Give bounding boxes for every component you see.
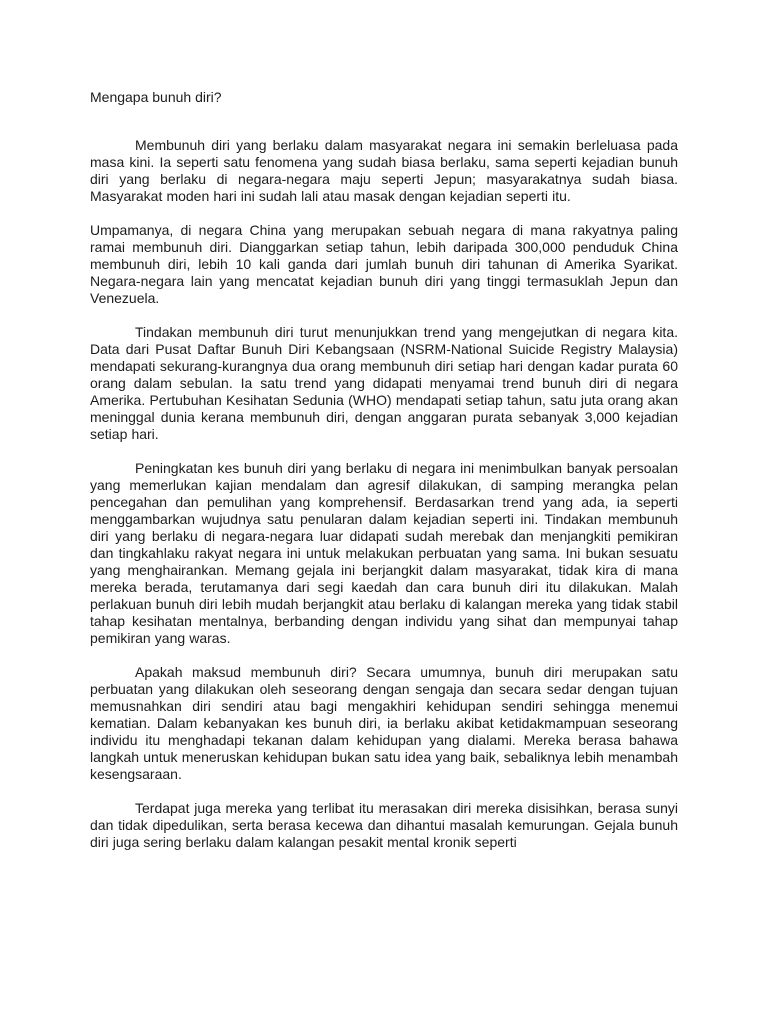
paragraph-6: Terdapat juga mereka yang terlibat itu merasakan diri mereka disisihkan, berasa sunyi dan tidak dipedulikan, serta berasa kecewa dan dihantui masalah kemurungan. Gejala bunuh diri juga sering berlaku dalam kalangan pesakit mental kronik seperti [90,800,678,850]
document-body [90,89,678,851]
paragraph-4: Peningkatan kes bunuh diri yang berlaku di negara ini menimbulkan banyak persoalan yang memerlukan kajian mendalam dan agresif dilakukan, di samping merangka pelan pencegahan dan pemulihan yang komprehensif. Berdasarkan trend yang ada, ia seperti menggambarkan wujudnya satu penularan dalam kejadian seperti ini. Tindakan membunuh diri yang berlaku di negara-negara luar didapati sudah merebak dan menjangkiti pemikiran dan tingkahlaku rakyat negara ini untuk melakukan perbuatan yang sama. Ini bukan sesuatu yang menghairankan. Memang gejala ini berjangkit dalam masyarakat, tidak kira di mana mereka berada, terutamanya dari segi kaedah dan cara bunuh diri itu dilakukan. Malah perlakuan bunuh diri lebih mudah berjangkit atau berlaku di kalangan mereka yang tidak stabil tahap kesihatan mentalnya, berbanding dengan individu yang sihat dan mempunyai tahap pemikiran yang waras. [90,460,678,646]
paragraph-2: Umpamanya, di negara China yang merupakan sebuah negara di mana rakyatnya paling ramai membunuh diri. Dianggarkan setiap tahun, lebih daripada 300,000 penduduk China membunuh diri, lebih 10 kali ganda dari jumlah bunuh diri tahunan di Amerika Syarikat. Negara-negara lain yang mencatat kejadian bunuh diri yang tinggi termasuklah Jepun dan Venezuela. [90,222,678,306]
paragraph-1: Membunuh diri yang berlaku dalam masyarakat negara ini semakin berleluasa pada masa kini. Ia seperti satu fenomena yang sudah biasa berlaku, sama seperti kejadian bunuh diri yang berlaku di negara-negara maju seperti Jepun; masyarakatnya sudah biasa. Masyarakat moden hari ini sudah lali atau masak dengan kejadian seperti itu. [90,137,678,204]
paragraph-5: Apakah maksud membunuh diri? Secara umumnya, bunuh diri merupakan satu perbuatan yang dilakukan oleh seseorang dengan sengaja dan secara sedar dengan tujuan memusnahkan diri sendiri atau bagi mengakhiri kehidupan sendiri sehingga menemui kematian. Dalam kebanyakan kes bunuh diri, ia berlaku akibat ketidakmampuan seseorang individu itu menghadapi tekanan dalam kehidupan yang dialami. Mereka berasa bahawa langkah untuk meneruskan kehidupan bukan satu idea yang baik, sebaliknya lebih menambah kesengsaraan. [90,664,678,782]
document-title: Mengapa bunuh diri? [90,89,222,105]
paragraph-3: Tindakan membunuh diri turut menunjukkan trend yang mengejutkan di negara kita. Data dari Pusat Daftar Bunuh Diri Kebangsaan (NSRM-National Suicide Registry Malaysia) mendapati sekurang-kurangnya dua orang membunuh diri setiap hari dengan kadar purata 60 orang dalam sebulan. Ia satu trend yang didapati menyamai trend bunuh diri di negara Amerika. Pertubuhan Kesihatan Sedunia (WHO) mendapati setiap tahun, satu juta orang akan meninggal dunia kerana membunuh diri, dengan anggaran purata sebanyak 3,000 kejadian setiap hari. [90,324,678,442]
